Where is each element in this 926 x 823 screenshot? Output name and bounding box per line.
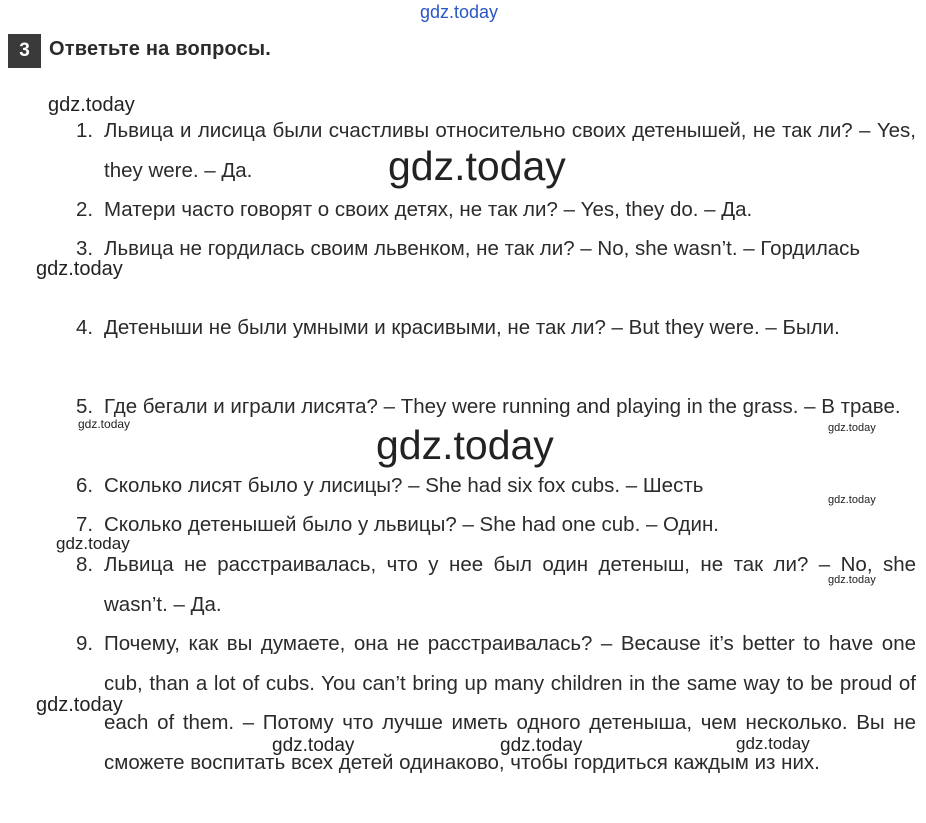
item-number: 6. xyxy=(76,474,94,497)
item-text: Львица не гордилась своим львенком, не так ли? – No, she wasn’t. – Гордилась xyxy=(104,237,861,260)
item-text: Детеныши не были умными и красивыми, не так ли? – But they were. – Были. xyxy=(104,316,840,339)
exercise-number-badge: 3 xyxy=(8,34,41,68)
exercise-title: Ответьте на вопросы. xyxy=(49,38,272,60)
item-number: 9. xyxy=(76,632,94,655)
watermark: gdz.today xyxy=(36,258,123,280)
item-text: Матери часто говорят о своих детях, не так ли? – Yes, they do. – Да. xyxy=(104,198,753,221)
item-number: 2. xyxy=(76,198,94,221)
watermark: gdz.today xyxy=(272,735,355,756)
item-number: 1. xyxy=(76,119,94,142)
watermark: gdz.today xyxy=(78,417,131,431)
item-number: 5. xyxy=(76,395,94,418)
item-text: Львица не расстраивалась, что у нее был один детеныш, не так ли? – No, she wasn’t. – Да. xyxy=(104,553,916,616)
watermark: gdz.today xyxy=(828,574,876,586)
watermark: gdz.today xyxy=(736,734,810,753)
watermark: gdz.today xyxy=(388,143,566,189)
watermark: gdz.today xyxy=(56,534,130,553)
item-text: Львица и лисица были счастливы относительно своих детенышей, не так ли? – Yes, they were. – Да. xyxy=(104,119,916,182)
watermark: gdz.today xyxy=(420,2,499,22)
item-text: Почему, как вы думаете, она не расстраивалась? – Because it’s better to have one cub, than a lot of cubs. You can’t bring up many children in the same way to be proud of each of them. – Потому что лучше иметь одного детеныша, чем несколько. Вы не сможете воспитать всех детей одинаково, чтобы гордиться каждым из них. xyxy=(104,632,916,774)
item-number: 8. xyxy=(76,553,94,576)
watermark: gdz.today xyxy=(828,422,876,434)
item-text: Где бегали и играли лисята? – They were running and playing in the grass. – В траве. xyxy=(104,395,901,418)
watermark: gdz.today xyxy=(36,694,123,716)
watermark: gdz.today xyxy=(48,94,135,116)
item-number: 7. xyxy=(76,513,94,536)
watermark: gdz.today xyxy=(376,422,554,468)
item-text: Сколько лисят было у лисицы? – She had six fox cubs. – Шесть xyxy=(104,474,704,497)
item-number: 3. xyxy=(76,237,94,260)
item-number: 4. xyxy=(76,316,94,339)
watermark: gdz.today xyxy=(500,735,583,756)
item-text: Сколько детенышей было у львицы? – She had one cub. – Один. xyxy=(104,513,719,536)
watermark: gdz.today xyxy=(828,494,876,506)
